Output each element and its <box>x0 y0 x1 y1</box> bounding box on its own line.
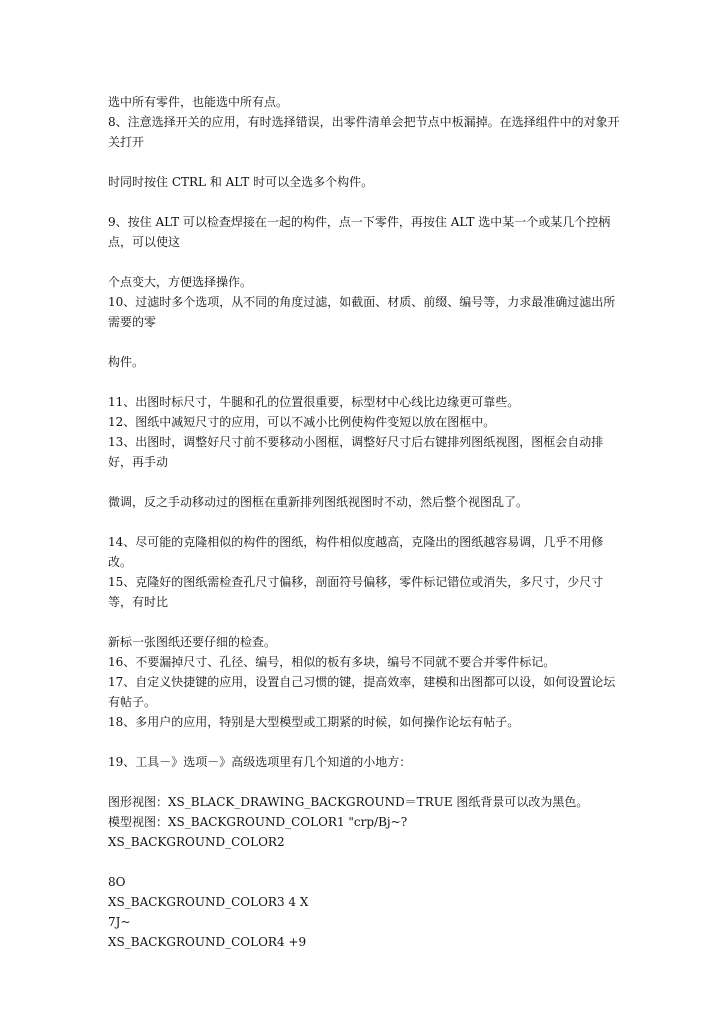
paragraph: 10、过滤时多个选项，从不同的角度过滤，如截面、材质、前缀、编号等，力求最准确过滤出所需要的零 <box>108 295 616 329</box>
paragraph: 16、不要漏掉尺寸、孔径、编号，相似的板有多块，编号不同就不要合并零件标记。 <box>108 655 556 669</box>
spacer <box>108 332 620 352</box>
paragraph: 个点变大，方便选择操作。 <box>108 275 253 289</box>
paragraph: 构件。 <box>108 355 145 369</box>
paragraph: 12、图纸中减短尺寸的应用，可以不减小比例使构件变短以放在图框中。 <box>108 415 496 429</box>
paragraph: 7J~ <box>108 915 131 929</box>
paragraph: 时同时按住 CTRL 和 ALT 时可以全选多个构件。 <box>108 175 374 189</box>
spacer <box>108 512 620 532</box>
paragraph: 新标一张图纸还要仔细的检查。 <box>108 635 277 649</box>
paragraph: 13、出图时，调整好尺寸前不要移动小图框，调整好尺寸后右键排列图纸视图，图框会自动排好，再手动 <box>108 435 604 469</box>
paragraph: 18、多用户的应用，特别是大型模型或工期紧的时候，如何操作论坛有帖子。 <box>108 715 520 729</box>
paragraph: 8、注意选择开关的应用，有时选择错误，出零件清单会把节点中板漏掉。在选择组件中的对象开关打开 <box>108 115 620 149</box>
paragraph: XS_BACKGROUND_COLOR4 +9 <box>108 935 307 949</box>
paragraph: 17、自定义快捷键的应用，设置自己习惯的键，提高效率，建模和出图都可以设，如何设置论坛有帖子。 <box>108 675 616 709</box>
document-body <box>108 92 620 952</box>
spacer <box>108 852 620 872</box>
paragraph: 14、尽可能的克隆相似的构件的图纸，构件相似度越高，克隆出的图纸越容易调，几乎不用修改。 <box>108 535 604 569</box>
spacer <box>108 612 620 632</box>
paragraph: 9、按住 ALT 可以检查焊接在一起的构件，点一下零件，再按住 ALT 选中某一个或某几个控柄点，可以使这 <box>108 215 611 249</box>
paragraph: 15、克隆好的图纸需检查孔尺寸偏移，剖面符号偏移，零件标记错位或消失，多尺寸，少尺寸等，有时比 <box>108 575 604 609</box>
paragraph: XS_BACKGROUND_COLOR3 4 X <box>108 895 309 909</box>
paragraph: 微调，反之手动移动过的图框在重新排列图纸视图时不动，然后整个视图乱了。 <box>108 495 529 509</box>
paragraph: XS_BACKGROUND_COLOR2 <box>108 835 285 849</box>
spacer <box>108 732 620 752</box>
paragraph: 模型视图：XS_BACKGROUND_COLOR1 "crp/Bj~? <box>108 815 408 829</box>
paragraph: 选中所有零件，也能选中所有点。 <box>108 95 289 109</box>
paragraph: 19、工具－》选项－》高级选项里有几个知道的小地方： <box>108 755 412 769</box>
paragraph: 8O <box>108 875 126 889</box>
spacer <box>108 372 620 392</box>
spacer <box>108 472 620 492</box>
paragraph: 图形视图：XS_BLACK_DRAWING_BACKGROUND＝TRUE 图纸背景可以改为黑色。 <box>108 795 589 809</box>
spacer <box>108 192 620 212</box>
spacer <box>108 152 620 172</box>
paragraph: 11、出图时标尺寸，牛腿和孔的位置很重要，标型材中心线比边缘更可靠些。 <box>108 395 520 409</box>
spacer <box>108 772 620 792</box>
spacer <box>108 252 620 272</box>
